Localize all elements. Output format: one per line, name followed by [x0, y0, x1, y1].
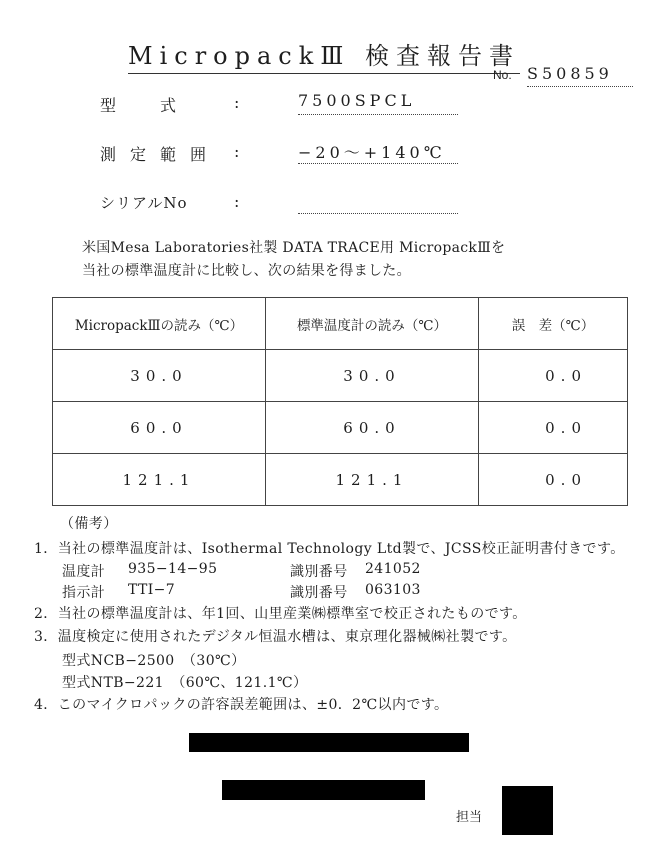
- table-header-row: [53, 298, 628, 350]
- cell-micropack: 30.0: [53, 350, 266, 402]
- cell-error: 0.0: [479, 454, 628, 506]
- report-number-label: No.: [493, 68, 512, 82]
- note-1-thermometer-id-label: 識別番号: [290, 564, 348, 580]
- report-number-value: S50859: [527, 64, 633, 87]
- note-1-thermometer-model: 935−14−95: [128, 561, 218, 577]
- model-label: 型 式: [100, 96, 191, 115]
- table-row: [53, 350, 628, 402]
- header-micropack: MicropackⅢの読み（℃）: [53, 298, 266, 350]
- results-table: [52, 297, 628, 506]
- cell-standard: 121.1: [266, 454, 479, 506]
- cell-micropack: 121.1: [53, 454, 266, 506]
- table-row: [53, 454, 628, 506]
- note-4: 4．このマイクロパックの許容誤差範囲は、±0．2℃以内です。: [34, 697, 449, 713]
- person-in-charge-label: 担当: [456, 810, 483, 825]
- range-label: 測定範囲: [100, 145, 221, 164]
- header-standard: 標準温度計の読み（℃）: [266, 298, 479, 350]
- redaction-bar-address: [222, 780, 425, 800]
- model-colon: :: [234, 93, 240, 112]
- serial-label: シリアルNo: [100, 194, 188, 212]
- note-1-indicator-model: TTI−7: [128, 582, 176, 598]
- note-1-thermometer-id: 241052: [365, 561, 421, 577]
- note-2: 2．当社の標準温度計は、年1回、山里産業㈱標準室で校正されたものです。: [34, 606, 527, 622]
- serial-colon: :: [234, 192, 240, 211]
- cell-micropack: 60.0: [53, 402, 266, 454]
- model-value: 7500SPCL: [298, 91, 458, 115]
- notes-heading: （備考）: [60, 516, 118, 532]
- note-1-indicator-label: 指示計: [62, 585, 106, 601]
- note-1: 1．当社の標準温度計は、Isothermal Technology Ltd製で、JCSS校正証明書付きです。: [34, 541, 625, 557]
- note-1-thermometer-label: 温度計: [62, 564, 106, 580]
- note-3: 3．温度検定に使用されたデジタル恒温水槽は、東京理化器械㈱社製です。: [34, 629, 517, 645]
- serial-value: [298, 190, 458, 214]
- redaction-bar-company: [189, 733, 469, 752]
- note-3-model-1: 型式NCB−2500 （30℃）: [62, 653, 246, 669]
- header-error: 誤 差（℃）: [479, 298, 628, 350]
- table-row: [53, 402, 628, 454]
- range-colon: :: [234, 142, 240, 161]
- note-1-indicator-id: 063103: [365, 582, 421, 598]
- cell-error: 0.0: [479, 402, 628, 454]
- note-1-indicator-id-label: 識別番号: [290, 585, 348, 601]
- cell-standard: 60.0: [266, 402, 479, 454]
- range-value: −20〜+140℃: [298, 140, 458, 164]
- cell-error: 0.0: [479, 350, 628, 402]
- redaction-stamp: [502, 786, 553, 835]
- page-title: MicropackⅢ 検査報告書: [128, 36, 520, 74]
- cell-standard: 30.0: [266, 350, 479, 402]
- intro-line-1: 米国Mesa Laboratories社製 DATA TRACE用 MicropackⅢを: [82, 240, 506, 256]
- intro-line-2: 当社の標準温度計に比較し、次の結果を得ました。: [82, 263, 411, 279]
- note-3-model-2: 型式NTB−221 （60℃、121.1℃）: [62, 675, 308, 691]
